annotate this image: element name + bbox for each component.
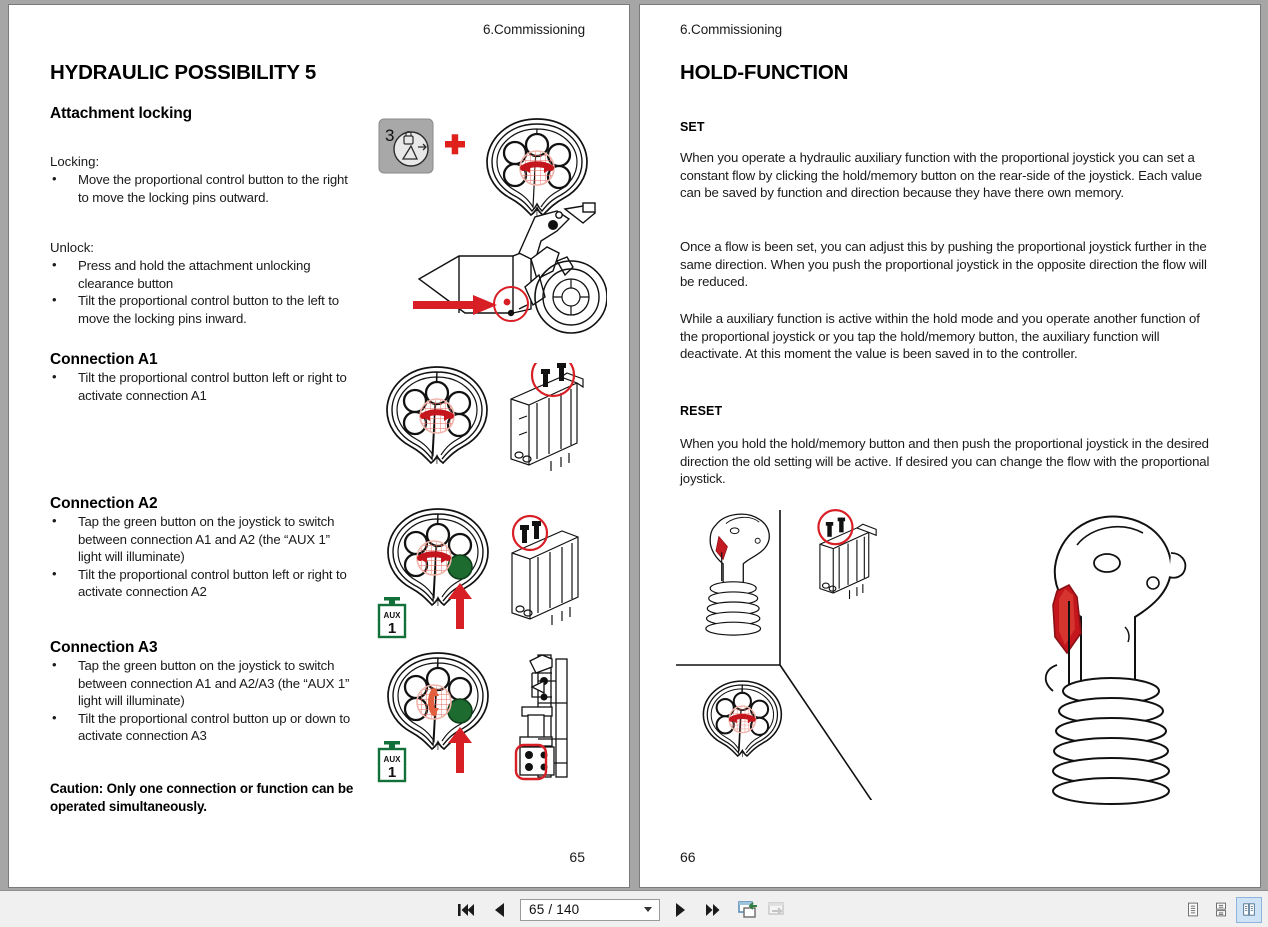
svg-text:T: T — [435, 599, 441, 608]
figure-joystick-hold-button — [995, 505, 1225, 815]
heading-connection-a1: Connection A1 — [50, 351, 158, 368]
svg-text:3: 3 — [385, 126, 395, 145]
running-head-right: 6.Commissioning — [680, 22, 783, 37]
aux-label-bottom: 1 — [387, 764, 397, 781]
single-page-icon — [1187, 900, 1199, 919]
plus-icon — [445, 134, 465, 154]
last-page-icon — [704, 902, 724, 918]
last-page-button[interactable] — [700, 895, 728, 924]
two-page-icon — [1243, 900, 1255, 919]
list-item: • Press and hold the attachment unlocking clearance button — [50, 257, 362, 292]
heading-reset: RESET — [680, 404, 723, 418]
unlock-bullet-list — [50, 257, 362, 327]
locking-label: Locking: — [50, 154, 100, 169]
hold-memory-button — [1053, 585, 1081, 695]
continuous-scroll-icon — [1215, 900, 1227, 919]
joystick-top-view-a2 — [388, 509, 488, 608]
connection-a2-bullets — [50, 513, 350, 601]
list-item: • Tilt the proportional control button to the left to move the locking pins inward. — [50, 292, 362, 327]
svg-text:T: T — [740, 751, 745, 759]
first-page-button[interactable] — [452, 895, 480, 924]
heading-set: SET — [680, 120, 705, 134]
svg-text:T: T — [435, 743, 441, 752]
joystick-top-view-a3 — [388, 653, 488, 752]
view-mode-group — [1180, 891, 1262, 927]
connection-a3-bullets — [50, 657, 362, 745]
page-title-right: HOLD-FUNCTION — [680, 61, 849, 84]
running-head-left: 6.Commissioning — [482, 22, 585, 37]
svg-text:T: T — [534, 209, 540, 218]
previous-view-icon — [737, 900, 759, 920]
heading-connection-a2: Connection A2 — [50, 495, 158, 512]
list-item: • Tap the green button on the joystick to switch between connection A1 and A2 (the “AUX 1” light will illuminate) — [50, 513, 350, 566]
set-paragraph-2: Once a flow is been set, you can adjust this by pushing the proportional joystick further in the same direction. When you push the proportional joystick in the opposite direction the flow will be reduced. — [680, 239, 1207, 290]
page-navigation-group — [452, 891, 790, 927]
next-page-button[interactable] — [666, 895, 694, 924]
aux-label-bottom: 1 — [387, 620, 397, 637]
previous-page-button[interactable] — [486, 895, 514, 924]
two-page-view-button[interactable] — [1236, 897, 1262, 923]
joystick-top-view-a1 — [387, 367, 487, 466]
page-number-left: 65 — [569, 849, 585, 865]
figure-connection-a3 — [364, 649, 604, 789]
set-paragraph-1: When you operate a hydraulic auxiliary function with the proportional joystick you can set a constant flow by clicking the hold/memory button on the rear-side of the joystick. Each value can be saved by function and direction because they have there own memory. — [680, 150, 1202, 201]
unlock-label: Unlock: — [50, 240, 94, 255]
chevron-right-icon — [672, 902, 688, 918]
list-item: • Tilt the proportional control button left or right to activate connection A2 — [50, 566, 350, 601]
locking-bullet-list — [50, 171, 350, 206]
page-number-field[interactable] — [520, 899, 660, 921]
aux-1-indicator — [379, 741, 405, 781]
list-item: • Tilt the proportional control button left or right to activate connection A1 — [50, 369, 360, 404]
heading-connection-a3: Connection A3 — [50, 639, 158, 656]
aux-1-indicator — [379, 597, 405, 637]
single-page-view-button[interactable] — [1180, 897, 1206, 923]
next-view-button — [762, 895, 790, 924]
aux-label-top: AUX — [383, 755, 401, 764]
next-view-icon — [765, 900, 787, 920]
figure-loader-unlock — [407, 201, 607, 341]
joystick-top-view-hold — [703, 681, 781, 759]
aux-label-top: AUX — [383, 611, 401, 620]
svg-text:T: T — [434, 457, 440, 466]
chevron-left-icon — [492, 902, 508, 918]
figure-connection-a2 — [364, 505, 604, 645]
page-number-right: 66 — [680, 849, 696, 865]
list-item: • Tilt the proportional control button up or down to activate connection A3 — [50, 710, 362, 745]
continuous-scroll-view-button[interactable] — [1208, 897, 1234, 923]
figure-hold-memory-overview — [668, 500, 968, 800]
viewer-toolbar — [0, 890, 1268, 927]
page-number-value: 65 / 140 — [529, 902, 580, 917]
previous-view-button[interactable] — [734, 895, 762, 924]
set-paragraph-3: While a auxiliary function is active within the hold mode and you operate another function of the proportional joystick or you tap the hold/memory button, the auxiliary function will deactivate. At this moment the value is been saved in to the controller. — [680, 311, 1200, 362]
connection-a1-bullets — [50, 369, 360, 404]
first-page-icon — [456, 902, 476, 918]
chevron-down-icon[interactable] — [644, 907, 652, 912]
subheading-attachment-locking: Attachment locking — [50, 105, 193, 122]
page-title-left: HYDRAULIC POSSIBILITY 5 — [50, 61, 317, 84]
figure-connection-a1 — [375, 363, 595, 493]
list-item: • Tap the green button on the joystick to switch between connection A1 and A2/A3 (the “AUX 1” light will illuminate) — [50, 657, 362, 710]
page-65[interactable] — [8, 4, 630, 888]
caution-note: Caution: Only one connection or function can be operated simultaneously. — [50, 781, 354, 814]
reset-paragraph-1: When you hold the hold/memory button and then push the proportional joystick in the desired direction the old setting will be active. If desired you can change the flow with the proportional joystick. — [680, 436, 1210, 487]
control-button-badge — [379, 119, 433, 173]
page-66[interactable] — [639, 4, 1261, 888]
list-item: • Move the proportional control button to the right to move the locking pins outward. — [50, 171, 350, 206]
